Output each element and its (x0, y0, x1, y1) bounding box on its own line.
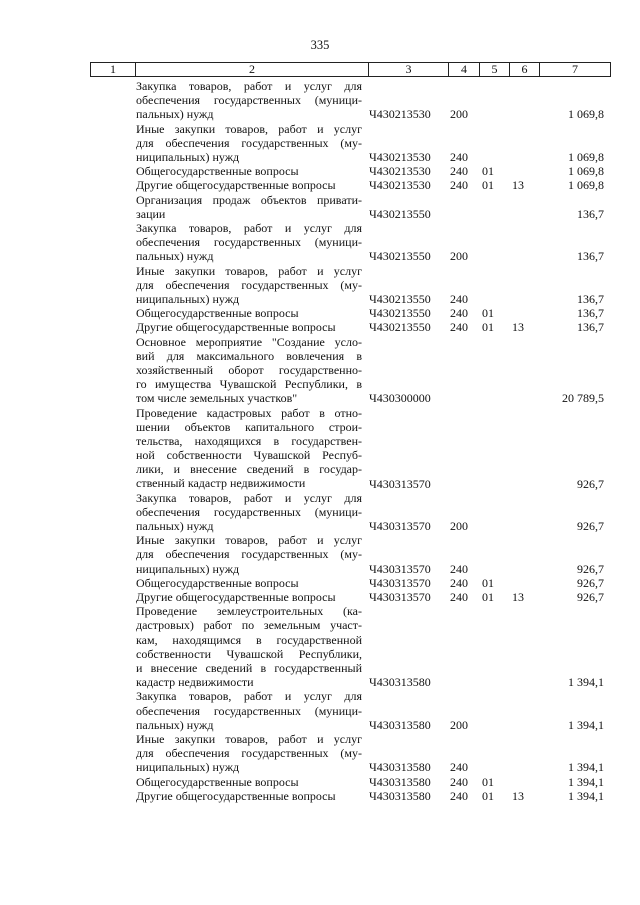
row-name-line: пальных) нужд (136, 519, 214, 534)
row-name-line: обеспечения государственных (муници- (136, 235, 362, 250)
row-rz: 01 (482, 306, 494, 321)
row-name-line: пальных) нужд (136, 717, 214, 732)
row-code: Ч430313580 (369, 717, 431, 732)
row-name (136, 732, 362, 775)
row-code: Ч430213530 (369, 164, 431, 179)
table-body (0, 79, 640, 803)
row-name-line: Другие общегосударственные вопросы (136, 178, 336, 193)
row-name-line: зации (136, 206, 166, 221)
row-vr: 240 (450, 788, 468, 803)
row-name-line: Закупка товаров, работ и услуг для (136, 220, 362, 235)
row-name-line: Организация продаж объектов привати- (136, 192, 362, 207)
header-col-3: 3 (369, 63, 449, 76)
header-col-7: 7 (572, 62, 578, 76)
row-name-line: для обеспечения государственных (му- (136, 547, 362, 562)
row-name (136, 335, 362, 406)
row-vr: 200 (450, 717, 468, 732)
row-name (136, 576, 362, 590)
row-sum: 1 394,1 (568, 760, 604, 775)
row-sum: 136,7 (577, 320, 604, 335)
row-sum: 136,7 (577, 306, 604, 321)
row-vr: 240 (450, 774, 468, 789)
row-code: Ч430213550 (369, 206, 431, 221)
row-name-line: лики, и внесение сведений в государ- (136, 462, 362, 477)
row-name-line: Другие общегосударственные вопросы (136, 788, 336, 803)
row-code: Ч430313570 (369, 561, 431, 576)
row-name-line: Иные закупки товаров, работ и услуг (136, 121, 362, 136)
row-name-line: ниципальных) нужд (136, 760, 240, 775)
row-vr: 240 (450, 291, 468, 306)
row-name-line: Закупка товаров, работ и услуг для (136, 689, 362, 704)
table-row (0, 590, 640, 604)
row-name (136, 320, 362, 334)
row-code: Ч430213530 (369, 107, 431, 122)
row-name (136, 264, 362, 307)
row-name-line: Другие общегосударственные вопросы (136, 320, 336, 335)
row-pr: 13 (512, 590, 524, 605)
row-name-line: Общегосударственные вопросы (136, 774, 299, 789)
row-name-line: обеспечения государственных (муници- (136, 93, 362, 108)
row-pr: 13 (512, 178, 524, 193)
row-sum: 1 394,1 (568, 774, 604, 789)
row-name-line: Закупка товаров, работ и услуг для (136, 490, 362, 505)
row-code: Ч430313570 (369, 575, 431, 590)
row-name-line: собственности Чувашской Республики, (136, 646, 362, 661)
row-name (136, 533, 362, 576)
row-name (136, 306, 362, 320)
row-code: Ч430213530 (369, 178, 431, 193)
row-vr: 240 (450, 575, 468, 590)
row-vr: 200 (450, 107, 468, 122)
row-vr: 240 (450, 561, 468, 576)
row-name-line: тельства, находящихся в государствен- (136, 433, 362, 448)
row-rz: 01 (482, 575, 494, 590)
row-name-line: Общегосударственные вопросы (136, 575, 299, 590)
row-sum: 20 789,5 (562, 391, 604, 406)
row-name-line: обеспечения государственных (муници- (136, 703, 362, 718)
row-name (136, 79, 362, 122)
row-name-line: Иные закупки товаров, работ и услуг (136, 533, 362, 548)
table-row (0, 164, 640, 178)
row-name-line: Иные закупки товаров, работ и услуг (136, 732, 362, 747)
row-name-line: том числе земельных участков" (136, 391, 298, 406)
row-name (136, 406, 362, 491)
row-pr: 13 (512, 788, 524, 803)
table-row (0, 320, 640, 334)
row-sum: 926,7 (577, 519, 604, 534)
row-name-line: Закупка товаров, работ и услуг для (136, 79, 362, 93)
row-name (136, 491, 362, 534)
row-name-line: кадастр недвижимости (136, 675, 254, 690)
row-code: Ч430213550 (369, 291, 431, 306)
row-rz: 01 (482, 164, 494, 179)
row-sum: 926,7 (577, 575, 604, 590)
row-sum: 1 394,1 (568, 788, 604, 803)
row-name-line: Общегосударственные вопросы (136, 306, 299, 321)
row-code: Ч430313580 (369, 788, 431, 803)
row-name-line: вий для максимального вовлечения в (136, 348, 362, 363)
row-name-line: пальных) нужд (136, 107, 214, 122)
row-sum: 926,7 (577, 590, 604, 605)
row-code: Ч430213550 (369, 320, 431, 335)
row-sum: 1 069,8 (568, 178, 604, 193)
header-col-5: 5 (480, 63, 510, 76)
row-name (136, 775, 362, 789)
table-row (0, 264, 640, 307)
row-name-line: ственный кадастр недвижимости (136, 476, 306, 491)
table-row (0, 491, 640, 534)
row-name (136, 789, 362, 803)
row-code: Ч430313580 (369, 760, 431, 775)
row-rz: 01 (482, 590, 494, 605)
row-name (136, 221, 362, 264)
row-name (136, 178, 362, 192)
row-vr: 200 (450, 519, 468, 534)
row-sum: 1 394,1 (568, 717, 604, 732)
row-rz: 01 (482, 788, 494, 803)
row-vr: 240 (450, 178, 468, 193)
row-code: Ч430213530 (369, 149, 431, 164)
row-code: Ч430213550 (369, 306, 431, 321)
row-name (136, 590, 362, 604)
row-name-line: дастровых) работ по земельным участ- (136, 618, 362, 633)
row-code: Ч430313570 (369, 590, 431, 605)
row-name (136, 604, 362, 689)
row-name-line: пальных) нужд (136, 249, 214, 264)
row-code: Ч430313580 (369, 774, 431, 789)
row-sum: 1 394,1 (568, 675, 604, 690)
table-row (0, 533, 640, 576)
row-pr: 13 (512, 320, 524, 335)
row-name-line: Проведение землеустроительных (ка- (136, 604, 362, 619)
table-row (0, 193, 640, 221)
row-name-line: для обеспечения государственных (му- (136, 277, 362, 292)
row-name-line: Проведение кадастровых работ в отно- (136, 405, 362, 420)
header-col-4: 4 (449, 63, 480, 76)
row-name-line: Общегосударственные вопросы (136, 164, 299, 179)
row-sum: 136,7 (577, 291, 604, 306)
header-col-1: 1 (91, 63, 136, 76)
row-name-line: для обеспечения государственных (му- (136, 746, 362, 761)
table-row (0, 732, 640, 775)
row-sum: 926,7 (577, 561, 604, 576)
table-row (0, 789, 640, 803)
row-vr: 240 (450, 320, 468, 335)
row-name-line: и внесение сведений в государственный (136, 661, 362, 676)
row-sum: 1 069,8 (568, 149, 604, 164)
row-name (136, 689, 362, 732)
row-sum: 136,7 (577, 249, 604, 264)
row-code: Ч430313570 (369, 476, 431, 491)
row-code: Ч430300000 (369, 391, 431, 406)
table-row (0, 689, 640, 732)
row-vr: 200 (450, 249, 468, 264)
row-name-line: ниципальных) нужд (136, 561, 240, 576)
table-row (0, 576, 640, 590)
row-sum: 136,7 (577, 206, 604, 221)
table-row (0, 221, 640, 264)
row-name-line: Иные закупки товаров, работ и услуг (136, 263, 362, 278)
row-name-line: Основное мероприятие "Создание усло- (136, 334, 362, 349)
row-rz: 01 (482, 774, 494, 789)
table-row (0, 335, 640, 406)
row-name-line: для обеспечения государственных (му- (136, 135, 362, 150)
row-name-line: го имущества Чувашской Республики, в (136, 377, 362, 392)
row-sum: 1 069,8 (568, 107, 604, 122)
row-vr: 240 (450, 164, 468, 179)
row-name (136, 193, 362, 221)
row-sum: 1 069,8 (568, 164, 604, 179)
table-row (0, 775, 640, 789)
row-rz: 01 (482, 178, 494, 193)
row-vr: 240 (450, 590, 468, 605)
table-row (0, 604, 640, 689)
table-row (0, 79, 640, 122)
row-vr: 240 (450, 306, 468, 321)
row-name-line: ной собственности Чувашской Респуб- (136, 448, 362, 463)
row-name-line: ниципальных) нужд (136, 291, 240, 306)
row-vr: 240 (450, 760, 468, 775)
row-vr: 240 (450, 149, 468, 164)
row-code: Ч430313570 (369, 519, 431, 534)
row-code: Ч430213550 (369, 249, 431, 264)
table-row (0, 122, 640, 165)
row-name-line: хозяйственный оборот государственно- (136, 362, 362, 377)
row-code: Ч430313580 (369, 675, 431, 690)
header-col-6: 6 (510, 63, 540, 76)
row-name (136, 164, 362, 178)
page-number: 335 (310, 38, 330, 52)
row-sum: 926,7 (577, 476, 604, 491)
table-row (0, 178, 640, 192)
row-name-line: обеспечения государственных (муници- (136, 504, 362, 519)
table-row (0, 306, 640, 320)
header-col-2: 2 (136, 63, 369, 76)
row-name-line: шении объектов капитального строи- (136, 419, 362, 434)
row-rz: 01 (482, 320, 494, 335)
row-name-line: кам, находящимся в государственной (136, 632, 362, 647)
row-name-line: ниципальных) нужд (136, 149, 240, 164)
table-header (90, 62, 611, 77)
row-name-line: Другие общегосударственные вопросы (136, 590, 336, 605)
row-name (136, 122, 362, 165)
table-row (0, 406, 640, 491)
